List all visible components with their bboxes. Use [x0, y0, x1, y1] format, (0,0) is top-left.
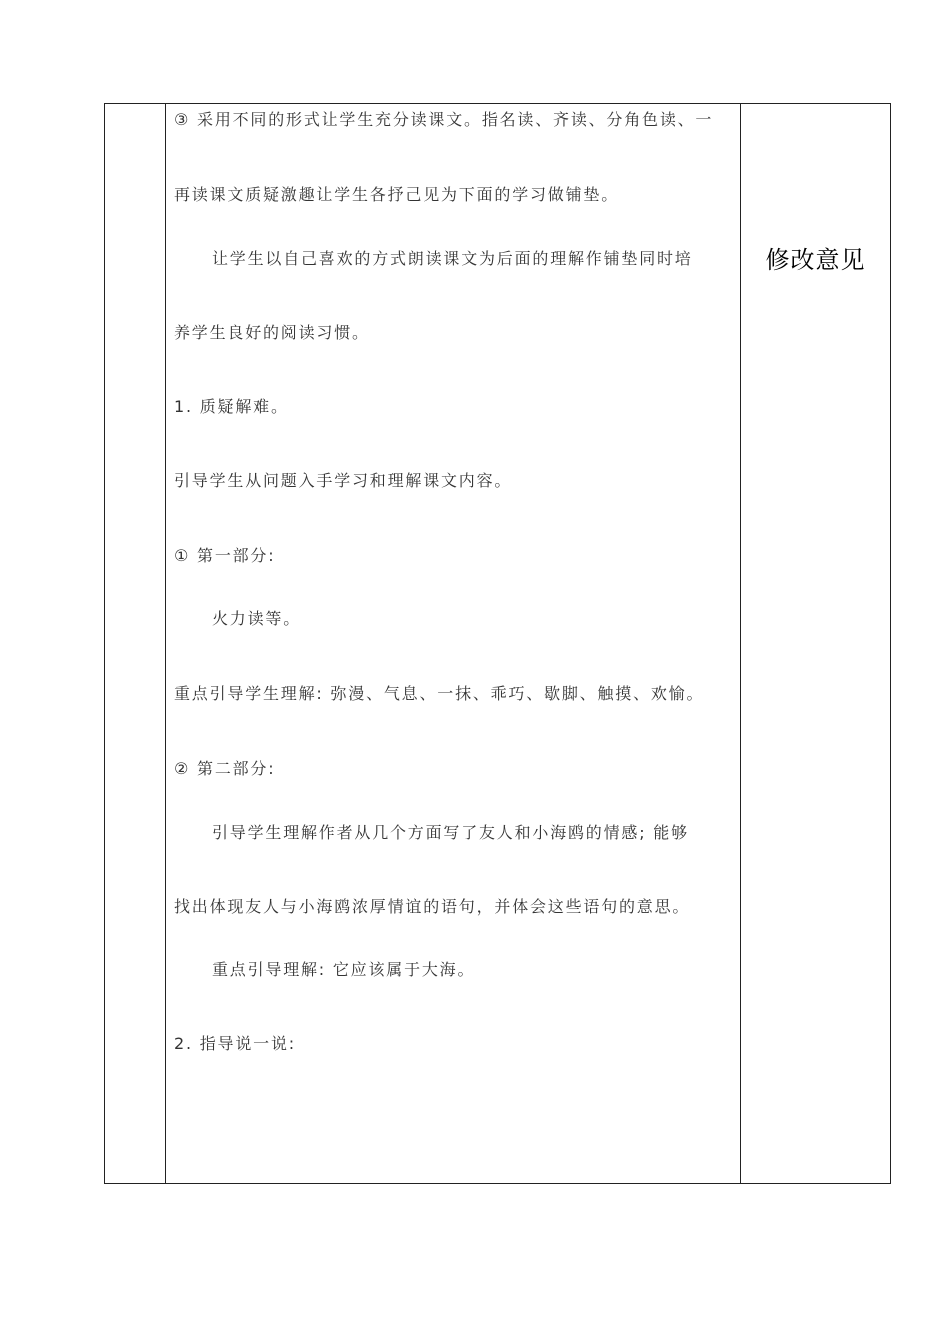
content-line: 再读课文质疑激趣让学生各抒己见为下面的学习做铺垫。: [174, 185, 620, 204]
content-line: 找出体现友人与小海鸥浓厚情谊的语句，并体会这些语句的意思。: [174, 897, 691, 916]
content-line: 引导学生理解作者从几个方面写了友人和小海鸥的情感; 能够: [212, 823, 689, 842]
content-line: 2. 指导说一说:: [174, 1034, 296, 1053]
content-line: 重点引导学生理解: 弥漫、气息、一抹、乖巧、歇脚、触摸、欢愉。: [174, 684, 705, 703]
content-line: 养学生良好的阅读习惯。: [174, 323, 370, 342]
content-line: ① 第一部分:: [174, 546, 276, 565]
content-line: 火力读等。: [212, 609, 302, 628]
revision-heading: 修改意见: [765, 246, 866, 274]
content-line: 让学生以自己喜欢的方式朗读课文为后面的理解作铺垫同时培: [212, 249, 693, 268]
left-column: [105, 104, 166, 1183]
content-line: 1. 质疑解难。: [174, 397, 289, 416]
content-line: ③ 采用不同的形式让学生充分读课文。指名读、齐读、分角色读、一: [174, 110, 714, 129]
content-line: 引导学生从问题入手学习和理解课文内容。: [174, 471, 513, 490]
revision-column: [740, 104, 890, 1183]
content-line: 重点引导理解: 它应该属于大海。: [212, 960, 476, 979]
content-line: ② 第二部分:: [174, 759, 276, 778]
